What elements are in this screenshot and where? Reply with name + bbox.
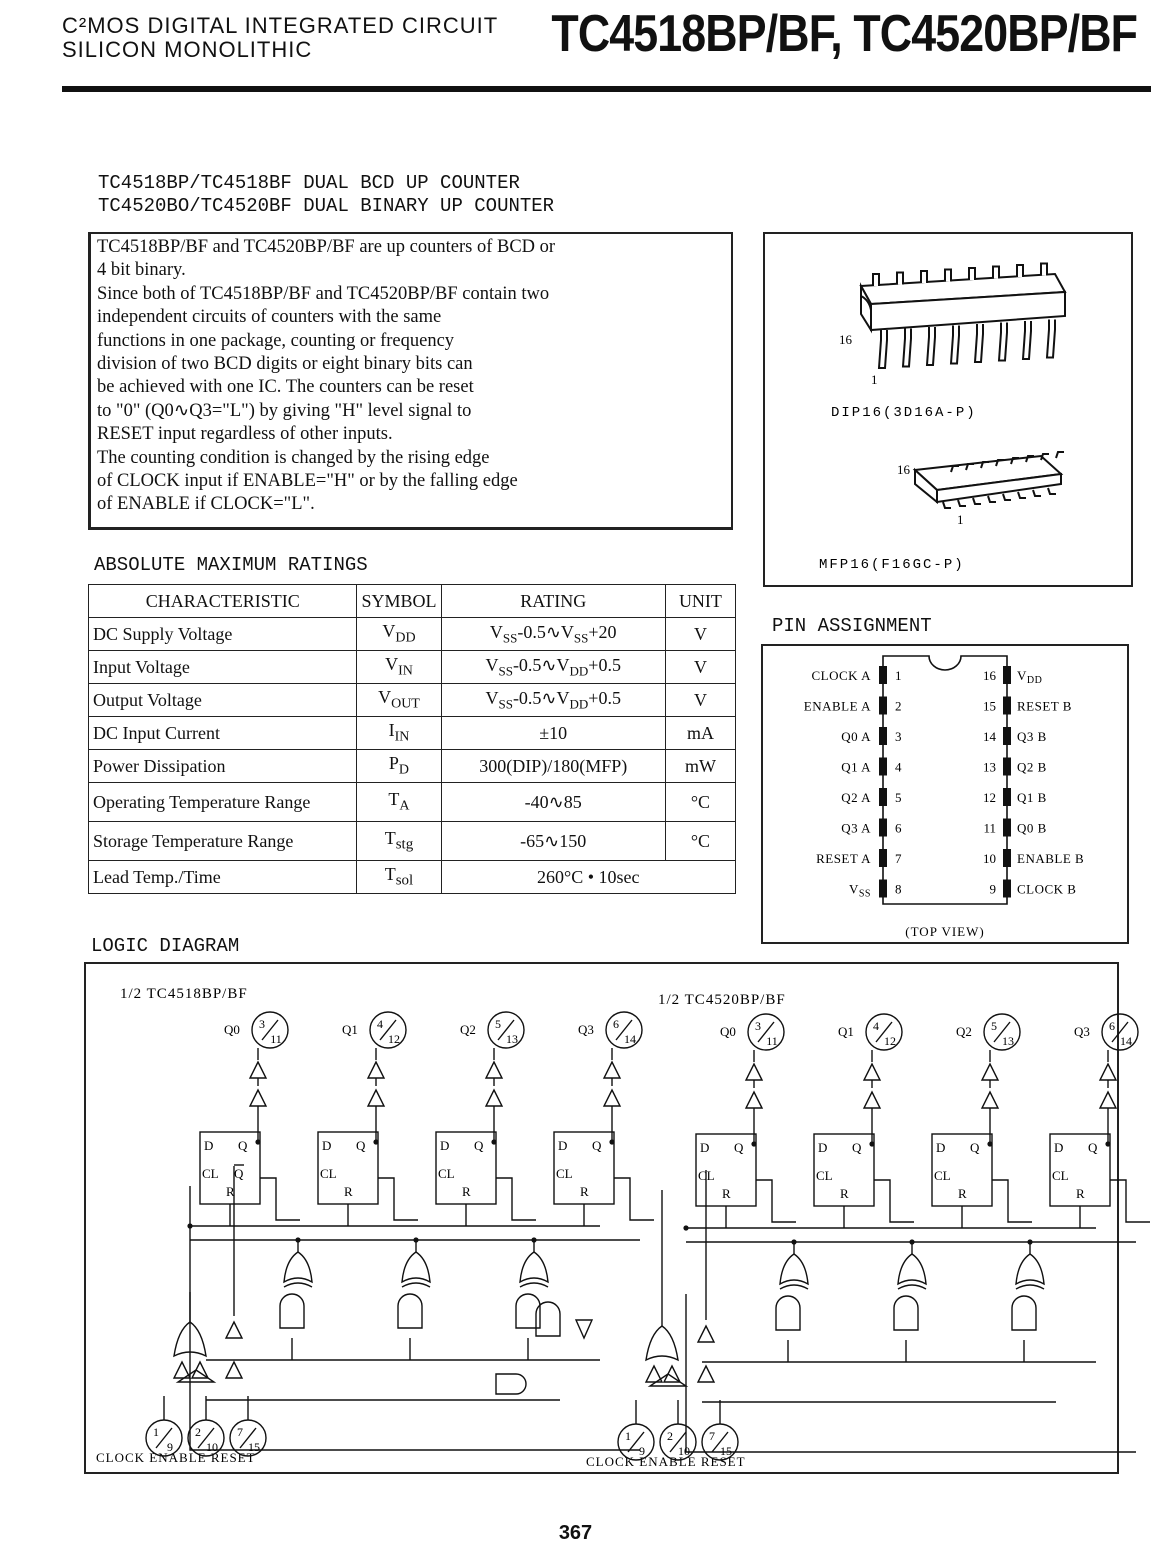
pin-name-right: Q0 B bbox=[1017, 820, 1047, 836]
input-triangle bbox=[650, 1374, 686, 1386]
rating-unit: mW bbox=[665, 750, 735, 783]
dip-pin bbox=[945, 270, 951, 282]
ratings-row bbox=[89, 684, 736, 717]
buffer-gate bbox=[368, 1062, 384, 1078]
col-rating: RATING bbox=[441, 585, 665, 618]
ratings-header-row bbox=[89, 585, 736, 618]
junction-dot bbox=[491, 1139, 496, 1144]
rating-value: $V_{SS}-0.5∿V_{DD}+0.5$ bbox=[441, 684, 665, 717]
buffer-gate bbox=[226, 1362, 242, 1378]
output-label: Q1 bbox=[342, 1022, 358, 1037]
rating-value: $V_{SS}-0.5∿V_{SS}+20$ bbox=[441, 618, 665, 651]
junction-dot bbox=[295, 1237, 300, 1242]
pin-number-bottom: 12 bbox=[884, 1034, 896, 1048]
ff-r-label: R bbox=[1076, 1186, 1085, 1201]
pin-name-left: Q0 A bbox=[841, 729, 871, 744]
junction-dot bbox=[751, 1141, 756, 1146]
pin-number-right: 16 bbox=[983, 668, 996, 683]
ff-q-label: Q bbox=[238, 1138, 248, 1153]
pin-name-left: Q1 A bbox=[841, 759, 871, 775]
pin-number-right: 14 bbox=[983, 729, 996, 744]
pin-marker-right bbox=[1003, 727, 1011, 745]
xor-gate bbox=[284, 1252, 312, 1282]
buffer-gate bbox=[486, 1062, 502, 1078]
mfp-pin bbox=[1018, 492, 1026, 498]
pin-number-bottom: 11 bbox=[766, 1034, 778, 1048]
xor-gate bbox=[402, 1252, 430, 1282]
ff-d-label: D bbox=[558, 1138, 568, 1153]
output-label: Q3 bbox=[1074, 1024, 1090, 1039]
xor-gate bbox=[780, 1254, 808, 1284]
ratings-heading: ABSOLUTE MAXIMUM RATINGS bbox=[94, 554, 368, 576]
logic-right-input-caption: CLOCK ENABLE RESET bbox=[586, 1454, 746, 1469]
pin-number-bottom: 9 bbox=[167, 1440, 173, 1454]
rating-unit: V bbox=[665, 651, 735, 684]
wire bbox=[686, 1294, 1136, 1452]
pin-assignment-box bbox=[761, 644, 1129, 944]
dip-pin bbox=[1041, 264, 1047, 276]
pin-marker-right bbox=[1003, 758, 1011, 776]
rating-unit: °C bbox=[665, 822, 735, 861]
mfp-pin bbox=[988, 496, 996, 502]
header-line1: C²MOS DIGITAL INTEGRATED CIRCUIT bbox=[62, 13, 499, 38]
pin-number-top: 3 bbox=[259, 1017, 265, 1031]
description-line: to "0" (Q0∿Q3="L") by giving "H" level signal to bbox=[97, 400, 472, 421]
mfp-pin bbox=[943, 502, 951, 508]
pin-assignment-heading: PIN ASSIGNMENT bbox=[772, 615, 932, 637]
ff-r-label: R bbox=[958, 1186, 967, 1201]
rating-unit: °C bbox=[665, 783, 735, 822]
pin-number-bottom: 14 bbox=[624, 1032, 636, 1046]
pin-number-bottom: 11 bbox=[270, 1032, 282, 1046]
pin-name-right: Q3 B bbox=[1017, 729, 1047, 744]
ratings-row bbox=[89, 618, 736, 651]
pin-number-bottom: 14 bbox=[1120, 1034, 1132, 1048]
rating-value: ±10 bbox=[441, 717, 665, 750]
description-line: of CLOCK input if ENABLE="H" or by the falling edge bbox=[97, 471, 518, 492]
dip-pin1-label: 1 bbox=[871, 372, 878, 387]
ff-q-label: Q bbox=[970, 1140, 980, 1155]
pin-name-right: ENABLE B bbox=[1017, 851, 1085, 866]
rating-unit: V bbox=[665, 684, 735, 717]
ff-r-label: R bbox=[580, 1184, 589, 1199]
junction-dot bbox=[609, 1139, 614, 1144]
description-box bbox=[88, 232, 733, 530]
pin-marker-left bbox=[879, 697, 887, 715]
wire bbox=[260, 1178, 300, 1220]
pin-number-bottom: 13 bbox=[506, 1032, 518, 1046]
junction-dot bbox=[413, 1237, 418, 1242]
buffer-gate bbox=[864, 1092, 880, 1108]
mfp-pin bbox=[1048, 488, 1056, 494]
inverter-extra bbox=[576, 1320, 592, 1338]
logic-left-title: 1/2 TC4518BP/BF bbox=[120, 986, 248, 1002]
ff-d-label: D bbox=[1054, 1140, 1064, 1155]
pin-name-left: $V_{SS}$ bbox=[848, 881, 871, 900]
pin-number-left: 5 bbox=[895, 790, 902, 805]
pin-number-right: 12 bbox=[983, 790, 996, 805]
subtitles bbox=[98, 172, 554, 218]
pin-number-left: 7 bbox=[895, 851, 902, 866]
pin-number-top: 7 bbox=[709, 1429, 715, 1443]
rating-characteristic: Output Voltage bbox=[89, 684, 357, 717]
rating-characteristic: Power Dissipation bbox=[89, 750, 357, 783]
rating-value: $V_{SS}-0.5∿V_{DD}+0.5$ bbox=[441, 651, 665, 684]
pin-number-top: 3 bbox=[755, 1019, 761, 1033]
input-triangle bbox=[178, 1370, 214, 1382]
or-gate bbox=[646, 1326, 678, 1360]
and-gate bbox=[776, 1296, 800, 1330]
ff-cl-label: CL bbox=[816, 1168, 833, 1183]
rating-value: 300(DIP)/180(MFP) bbox=[441, 750, 665, 783]
mfp-pin bbox=[1033, 490, 1041, 496]
ff-d-label: D bbox=[440, 1138, 450, 1153]
ff-cl-label: CL bbox=[202, 1166, 219, 1181]
pin-name-right: Q2 B bbox=[1017, 759, 1047, 775]
buffer-gate bbox=[1100, 1064, 1116, 1080]
ratings-row bbox=[89, 750, 736, 783]
wire bbox=[378, 1178, 418, 1220]
ff-cl-label: CL bbox=[320, 1166, 337, 1181]
output-label: Q3 bbox=[578, 1022, 594, 1037]
pin-number-bottom: 10 bbox=[206, 1440, 218, 1454]
subtitle-4518: TC4518BP/TC4518BF DUAL BCD UP COUNTER bbox=[98, 172, 520, 194]
ff-q-label: Q bbox=[592, 1138, 602, 1153]
dip-pin bbox=[879, 330, 887, 368]
pin-marker-left bbox=[879, 727, 887, 745]
ff-q-label: Q bbox=[734, 1140, 744, 1155]
buffer-gate bbox=[604, 1062, 620, 1078]
junction-dot bbox=[373, 1139, 378, 1144]
output-label: Q2 bbox=[460, 1022, 476, 1037]
dip-pin bbox=[927, 327, 935, 365]
pin-number-bottom: 15 bbox=[248, 1440, 260, 1454]
ff-r-label: R bbox=[462, 1184, 471, 1199]
pin-number-left: 8 bbox=[895, 881, 902, 897]
dip-pin bbox=[1017, 265, 1023, 277]
pin-marker-left bbox=[879, 849, 887, 867]
buffer-gate bbox=[746, 1092, 762, 1108]
pin-name-left: Q2 A bbox=[841, 790, 871, 805]
buffer-gate bbox=[982, 1092, 998, 1108]
ff-d-label: D bbox=[322, 1138, 332, 1153]
description-line: Since both of TC4518BP/BF and TC4520BP/BF contain two bbox=[97, 283, 550, 304]
ff-qbar-label: Q bbox=[234, 1166, 244, 1181]
dip16-package-image bbox=[861, 264, 1065, 369]
dip-pin bbox=[1023, 321, 1031, 359]
xor-gate-arc bbox=[780, 1285, 808, 1289]
ic-outline bbox=[883, 656, 1007, 904]
rating-value: -40∿85 bbox=[441, 783, 665, 822]
ratings-row bbox=[89, 783, 736, 822]
pin-number-top: 7 bbox=[237, 1425, 243, 1439]
top-view-label: (TOP VIEW) bbox=[905, 924, 985, 939]
and-gate bbox=[398, 1294, 422, 1328]
pin-number-right: 10 bbox=[983, 851, 996, 866]
and-gate bbox=[1012, 1296, 1036, 1330]
pin-name-left: Q3 A bbox=[841, 820, 871, 836]
rating-unit: V bbox=[665, 618, 735, 651]
pin-marker-left bbox=[879, 758, 887, 776]
rating-symbol: $V_{IN}$ bbox=[357, 651, 441, 684]
pin-number-top: 4 bbox=[873, 1019, 879, 1033]
pin-name-right: $V_{DD}$ bbox=[1017, 668, 1043, 686]
wire bbox=[874, 1180, 914, 1222]
wire bbox=[614, 1178, 654, 1220]
description-line: of ENABLE if CLOCK="L". bbox=[97, 494, 315, 515]
rating-unit: mA bbox=[665, 717, 735, 750]
dip-pin bbox=[999, 323, 1007, 361]
xor-gate bbox=[898, 1254, 926, 1284]
description-line: 4 bit binary. bbox=[97, 260, 186, 281]
description-line: The counting condition is changed by the rising edge bbox=[97, 447, 490, 468]
dip-pin bbox=[993, 267, 999, 279]
pin-marker-right bbox=[1003, 666, 1011, 684]
dip-pin bbox=[897, 273, 903, 285]
pin-number-top: 5 bbox=[991, 1019, 997, 1033]
package-box bbox=[763, 232, 1133, 587]
pin-number-top: 6 bbox=[1109, 1019, 1115, 1033]
rating-symbol: $T_A$ bbox=[357, 783, 441, 822]
pin-number-right: 11 bbox=[983, 820, 996, 836]
junction-dot bbox=[987, 1141, 992, 1146]
buffer-gate bbox=[368, 1090, 384, 1106]
ratings-row bbox=[89, 717, 736, 750]
junction-dot bbox=[1105, 1141, 1110, 1146]
description-line: RESET input regardless of other inputs. bbox=[97, 424, 393, 445]
pin-number-right: 9 bbox=[989, 881, 996, 897]
pin-number-top: 2 bbox=[667, 1429, 673, 1443]
col-symbol: SYMBOL bbox=[357, 585, 441, 618]
ff-d-label: D bbox=[700, 1140, 710, 1155]
xor-gate-arc bbox=[1016, 1285, 1044, 1289]
ff-cl-label: CL bbox=[1052, 1168, 1069, 1183]
pin-number-left: 4 bbox=[895, 759, 902, 775]
buffer-gate bbox=[698, 1366, 714, 1382]
pin-name-left: RESET A bbox=[816, 851, 871, 866]
mfp16-package-image bbox=[915, 452, 1064, 508]
buffer-gate bbox=[982, 1064, 998, 1080]
ff-q-label: Q bbox=[356, 1138, 366, 1153]
page-title: TC4518BP/BF, TC4520BP/BF bbox=[551, 5, 1137, 63]
ff-q-label: Q bbox=[474, 1138, 484, 1153]
junction-dot bbox=[531, 1237, 536, 1242]
pin-marker-left bbox=[879, 788, 887, 806]
output-label: Q2 bbox=[956, 1024, 972, 1039]
logic-right-title: 1/2 TC4520BP/BF bbox=[658, 992, 786, 1008]
wire bbox=[1110, 1180, 1150, 1222]
output-label: Q0 bbox=[720, 1024, 736, 1039]
dip-pin bbox=[969, 268, 975, 280]
ratings-row bbox=[89, 861, 736, 894]
description-line: division of two BCD digits or eight binary bits can bbox=[97, 354, 473, 375]
xor-gate-arc bbox=[402, 1283, 430, 1287]
pin-marker-right bbox=[1003, 880, 1011, 898]
ff-r-label: R bbox=[344, 1184, 353, 1199]
col-unit: UNIT bbox=[665, 585, 735, 618]
col-characteristic: CHARACTERISTIC bbox=[89, 585, 357, 618]
rating-characteristic: Storage Temperature Range bbox=[89, 822, 357, 861]
pin-marker-left bbox=[879, 880, 887, 898]
ff-d-label: D bbox=[204, 1138, 214, 1153]
pin-number-bottom: 15 bbox=[720, 1444, 732, 1458]
pin-number-top: 1 bbox=[625, 1429, 631, 1443]
pin-marker-right bbox=[1003, 697, 1011, 715]
ff-d-label: D bbox=[936, 1140, 946, 1155]
rating-characteristic: DC Supply Voltage bbox=[89, 618, 357, 651]
ff-r-label: R bbox=[840, 1186, 849, 1201]
ff-r-label: R bbox=[722, 1186, 731, 1201]
logic-diagram bbox=[86, 964, 1132, 1472]
mfp-pin1-label: 1 bbox=[957, 512, 964, 527]
pin-number-bottom: 10 bbox=[678, 1444, 690, 1458]
pin-number-left: 3 bbox=[895, 729, 902, 744]
header-rule bbox=[62, 86, 1151, 92]
junction-dot bbox=[909, 1239, 914, 1244]
mfp-pin bbox=[973, 498, 981, 504]
pin-name-right: Q1 B bbox=[1017, 790, 1047, 805]
junction-dot bbox=[869, 1141, 874, 1146]
xor-gate bbox=[1016, 1254, 1044, 1284]
rating-characteristic: Input Voltage bbox=[89, 651, 357, 684]
wire bbox=[756, 1180, 796, 1222]
xor-gate-arc bbox=[520, 1283, 548, 1287]
buffer-gate bbox=[226, 1322, 242, 1338]
page-number: 367 bbox=[558, 1522, 593, 1544]
output-label: Q1 bbox=[838, 1024, 854, 1039]
description-line: independent circuits of counters with the same bbox=[97, 307, 442, 328]
pin-marker-left bbox=[879, 819, 887, 837]
pin-number-left: 6 bbox=[895, 820, 902, 836]
dip-pin bbox=[975, 324, 983, 362]
dip-pin16-label: 16 bbox=[839, 332, 852, 347]
pin-number-top: 1 bbox=[153, 1425, 159, 1439]
ff-cl-label: CL bbox=[556, 1166, 573, 1181]
buffer-gate bbox=[1100, 1092, 1116, 1108]
dip-pin bbox=[951, 326, 959, 364]
wire bbox=[496, 1178, 536, 1220]
pin-name-right: RESET B bbox=[1017, 698, 1072, 714]
rating-value: -65∿150 bbox=[441, 822, 665, 861]
rating-characteristic: Operating Temperature Range bbox=[89, 783, 357, 822]
rating-characteristic: Lead Temp./Time bbox=[89, 861, 357, 894]
pin-number-top: 6 bbox=[613, 1017, 619, 1031]
mfp-pin bbox=[1003, 494, 1011, 500]
pin-name-right: CLOCK B bbox=[1017, 881, 1077, 897]
pin-marker-left bbox=[879, 666, 887, 684]
rating-symbol: $V_{OUT}$ bbox=[357, 684, 441, 717]
pin-number-right: 15 bbox=[983, 698, 996, 714]
buffer-gate bbox=[698, 1326, 714, 1342]
description-line: TC4518BP/BF and TC4520BP/BF are up counters of BCD or bbox=[97, 237, 556, 257]
pin-number-left: 2 bbox=[895, 698, 902, 714]
header-device-type bbox=[62, 14, 498, 62]
description-line: functions in one package, counting or frequency bbox=[97, 330, 455, 351]
rating-symbol: $P_D$ bbox=[357, 750, 441, 783]
junction-dot bbox=[255, 1139, 260, 1144]
ff-q-label: Q bbox=[1088, 1140, 1098, 1155]
logic-left-input-caption: CLOCK ENABLE RESET bbox=[96, 1450, 256, 1465]
ff-d-label: D bbox=[818, 1140, 828, 1155]
pin-number-left: 1 bbox=[895, 668, 902, 683]
nand-gate-extra bbox=[496, 1374, 526, 1394]
mfp-package-label: MFP16(F16GC-P) bbox=[819, 557, 965, 573]
buffer-gate bbox=[604, 1090, 620, 1106]
ratings-row bbox=[89, 651, 736, 684]
rating-symbol: $T_{stg}$ bbox=[357, 822, 441, 861]
junction-dot bbox=[1027, 1239, 1032, 1244]
rating-symbol: $I_{IN}$ bbox=[357, 717, 441, 750]
package-drawings bbox=[765, 234, 1131, 585]
wire bbox=[992, 1180, 1032, 1222]
xor-gate-arc bbox=[284, 1283, 312, 1287]
buffer-gate bbox=[250, 1090, 266, 1106]
ratings-row bbox=[89, 822, 736, 861]
pin-name-left: ENABLE A bbox=[803, 698, 871, 714]
rating-symbol: $T_{sol}$ bbox=[357, 861, 441, 894]
pin-number-bottom: 9 bbox=[639, 1444, 645, 1458]
rating-value: 260°C • 10sec bbox=[441, 861, 735, 894]
pin-number-top: 2 bbox=[195, 1425, 201, 1439]
pin-marker-right bbox=[1003, 788, 1011, 806]
pin-marker-right bbox=[1003, 849, 1011, 867]
junction-dot bbox=[791, 1239, 796, 1244]
dip-package-label: DIP16(3D16A-P) bbox=[831, 405, 977, 421]
output-label: Q0 bbox=[224, 1022, 240, 1037]
rating-characteristic: DC Input Current bbox=[89, 717, 357, 750]
description-line: be achieved with one IC. The counters can be reset bbox=[97, 377, 474, 398]
mfp-pin16-label: 16 bbox=[897, 462, 910, 477]
mfp-pin bbox=[958, 500, 966, 506]
dip-pin bbox=[1047, 320, 1055, 358]
xor-gate-arc bbox=[898, 1285, 926, 1289]
pin-name-left: CLOCK A bbox=[811, 668, 871, 683]
logic-diagram-box bbox=[84, 962, 1132, 1474]
dip-pin bbox=[873, 274, 879, 286]
ratings-table bbox=[88, 584, 736, 894]
and-gate bbox=[894, 1296, 918, 1330]
wire bbox=[190, 1292, 640, 1450]
buffer-gate bbox=[746, 1064, 762, 1080]
xor-gate bbox=[520, 1252, 548, 1282]
ff-cl-label: CL bbox=[438, 1166, 455, 1181]
pin-number-bottom: 12 bbox=[388, 1032, 400, 1046]
dip-pin bbox=[903, 329, 911, 367]
ff-q-label: Q bbox=[852, 1140, 862, 1155]
pin-number-bottom: 13 bbox=[1002, 1034, 1014, 1048]
subtitle-4520: TC4520BO/TC4520BF DUAL BINARY UP COUNTER bbox=[98, 195, 555, 217]
rating-symbol: $V_{DD}$ bbox=[357, 618, 441, 651]
pin-number-top: 5 bbox=[495, 1017, 501, 1031]
pin-number-right: 13 bbox=[983, 759, 996, 775]
buffer-gate bbox=[250, 1062, 266, 1078]
pin-number-top: 4 bbox=[377, 1017, 383, 1031]
logic-diagram-heading: LOGIC DIAGRAM bbox=[91, 935, 240, 957]
junction-dot bbox=[683, 1225, 688, 1230]
pin-diagram bbox=[763, 646, 1127, 942]
ff-cl-label: CL bbox=[934, 1168, 951, 1183]
header-line2: SILICON MONOLITHIC bbox=[62, 37, 313, 62]
pin-marker-right bbox=[1003, 819, 1011, 837]
buffer-gate bbox=[486, 1090, 502, 1106]
ff-cl-label: CL bbox=[698, 1168, 715, 1183]
and-gate bbox=[280, 1294, 304, 1328]
mfp-pin bbox=[1056, 452, 1064, 458]
buffer-gate bbox=[864, 1064, 880, 1080]
ff-r-label: R bbox=[226, 1184, 235, 1199]
dip-pin bbox=[921, 271, 927, 283]
